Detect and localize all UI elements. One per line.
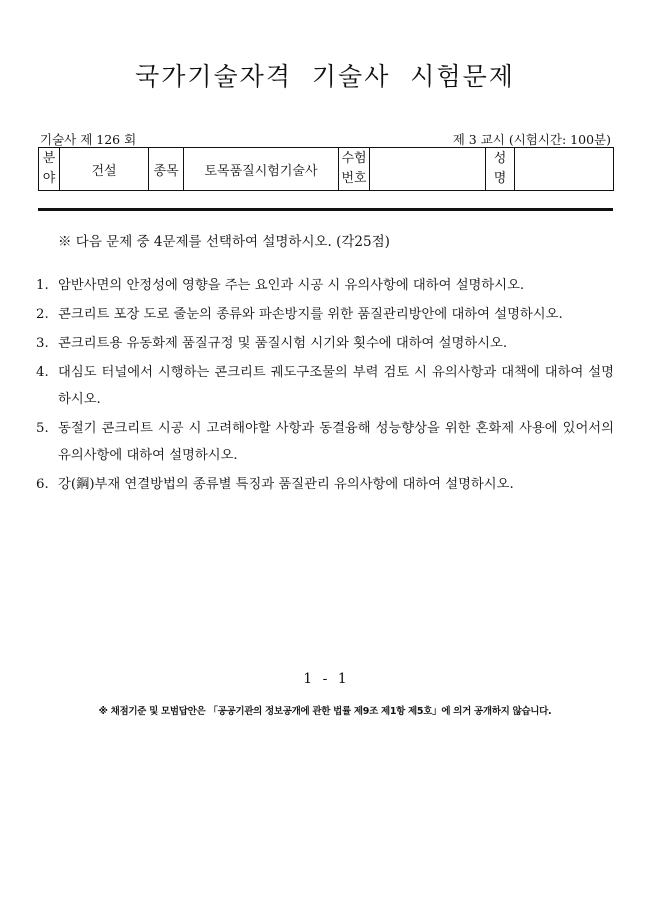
question-item	[36, 415, 614, 469]
footer-note: ※ 채점기준 및 모범답안은 「공공기관의 정보공개에 관한 법률 제9조 제1항 제5호」에 의거 공개하지 않습니다.	[98, 706, 552, 717]
exam-number-field[interactable]	[370, 148, 486, 191]
exam-round: 기술사 제 126 회	[40, 132, 137, 147]
question-number: 4.	[36, 365, 49, 380]
question-text: 암반사면의 안정성에 영향을 주는 요인과 시공 시 유의사항에 대하여 설명하시오.	[58, 278, 525, 293]
instruction-text: ※ 다음 문제 중 4문제를 선택하여 설명하시오. (각25점)	[58, 234, 390, 250]
question-item	[36, 272, 614, 299]
question-text: 대심도 터널에서 시행하는 콘크리트 궤도구조물의 부력 검토 시 유의사항과 대책에 대하여 설명하시오.	[58, 365, 614, 407]
question-text: 강(鋼)부재 연결방법의 종류별 특징과 품질관리 유의사항에 대하여 설명하시오.	[58, 477, 514, 492]
field-value: 건설	[60, 148, 149, 191]
question-number: 2.	[36, 307, 49, 322]
question-number: 6.	[36, 477, 49, 492]
name-field[interactable]	[515, 148, 614, 191]
question-item	[36, 471, 614, 498]
question-item	[36, 330, 614, 357]
question-text: 콘크리트 포장 도로 줄눈의 종류와 파손방지를 위한 품질관리방안에 대하여 설명하시오.	[58, 307, 563, 322]
exam-info-table	[38, 147, 614, 191]
category-value: 토목품질시험기술사	[184, 148, 339, 191]
question-text: 콘크리트용 유동화제 품질규정 및 품질시험 시기와 횟수에 대하여 설명하시오.	[58, 336, 508, 351]
question-item	[36, 301, 614, 328]
exam-title: 국가기술자격 기술사 시험문제	[135, 62, 515, 91]
question-number: 5.	[36, 421, 49, 436]
exam-meta-row	[40, 130, 613, 146]
question-text: 동절기 콘크리트 시공 시 고려해야할 사항과 동결융해 성능향상을 위한 혼화제 사용에 있어서의 유의사항에 대하여 설명하시오.	[58, 421, 614, 463]
header-divider	[38, 208, 613, 211]
exam-number-label: 수험 번호	[339, 148, 370, 191]
exam-session: 제 3 교시 (시험시간: 100분)	[452, 132, 611, 147]
question-item	[36, 359, 614, 413]
question-number: 3.	[36, 336, 49, 351]
category-label: 종목	[149, 148, 184, 191]
question-list	[36, 272, 614, 500]
field-label: 분 야	[39, 148, 60, 191]
question-number: 1.	[36, 278, 49, 293]
page-number: 1 - 1	[303, 671, 347, 687]
name-label: 성 명	[486, 148, 515, 191]
